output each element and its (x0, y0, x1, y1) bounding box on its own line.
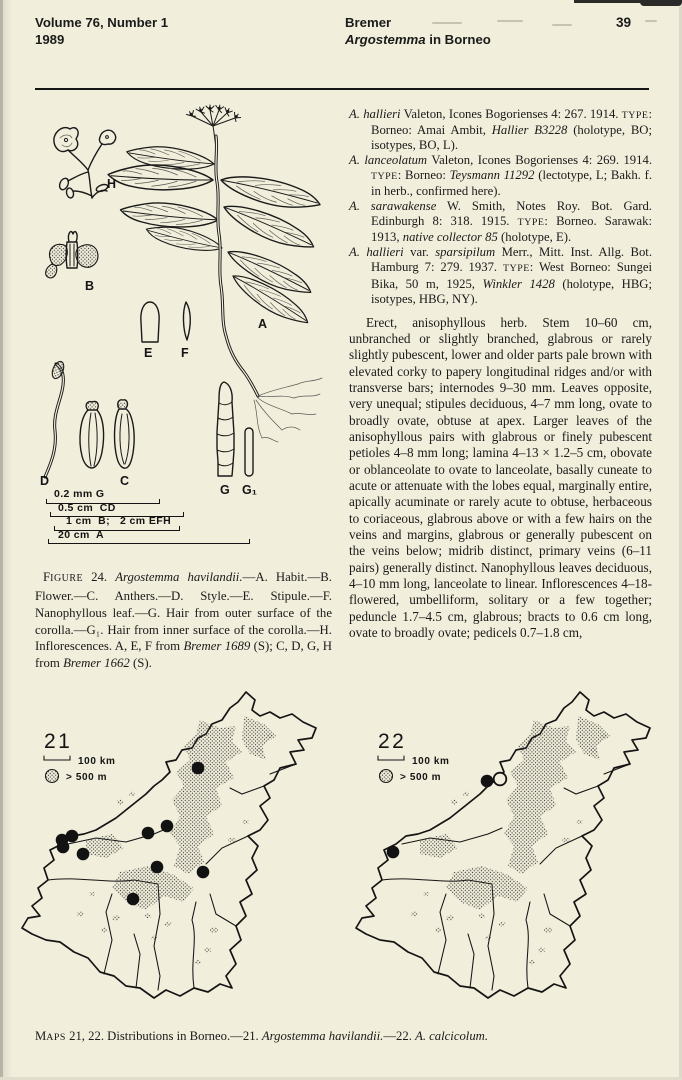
botanical-illustration (30, 100, 340, 498)
collection-dot (481, 775, 494, 788)
figure-part-label: E (144, 346, 153, 360)
figure-part-label: G₁ (242, 483, 257, 497)
collection-dot (161, 820, 174, 833)
map-scale-label: 100 km (412, 756, 450, 767)
map-number: 21 (44, 730, 73, 753)
map-number: 22 (378, 730, 407, 753)
figure-part-label: D (40, 474, 50, 488)
collection-dot (494, 773, 507, 786)
scale-bar: 0.5 cm CD (38, 503, 298, 517)
figure-part-label: C (120, 474, 130, 488)
scan-smudge (497, 20, 523, 22)
header-author: Bremer (345, 15, 392, 30)
flower-sketch (46, 232, 98, 278)
page-number: 39 (616, 15, 632, 30)
scale-bar: 1 cm B; 2 cm EFH (38, 516, 298, 530)
map-elevation-label: > 500 m (66, 772, 108, 783)
synonymy-entry: A. hallieri Valeton, Icones Bogorienses 4: 267. 1914. TYPE: Borneo: Amai Ambit, Hallier B3228 (holotype, BO; isotypes, BO, L). (349, 107, 653, 153)
map-legend (378, 730, 450, 783)
collection-dot (66, 830, 79, 843)
synonymy-entry: A. hallieri var. sparsipilum Merr., Mitt. Inst. Allg. Bot. Hamburg 7: 279. 1937. TYPE: West Borneo: Sungei Bika, 50 m, 1925, Winkler 1428 (holotype, HBG; isotypes, HBG, NY). (349, 245, 653, 306)
collection-dot (142, 827, 155, 840)
stipule-sketch (141, 302, 159, 342)
figure-caption: FIGURE 24. Argostemma havilandii.—A. Habit.—B. Flower.—C. Anthers.—D. Style.—E. Stipule.—F. Nanophyllous leaf.—G. Hair from outer surface of the corolla.—G₁. Hair from inner surface of the corolla.—H. Inflorescences. A, E, F from Bremer 1689 (S); C, D, G, H from Bremer 1662 (S). (35, 569, 332, 671)
figure-part-label: B (85, 279, 95, 293)
collection-dot (151, 861, 164, 874)
scan-smudge (645, 20, 657, 22)
collection-dot (57, 841, 70, 854)
collection-dot (77, 848, 90, 861)
scan-smudge (552, 24, 572, 26)
synonymy-entry: A. lanceolatum Valeton, Icones Bogorienses 4: 269. 1914. TYPE: Borneo: Teysmann 11292 (lectotype, L; Bakh. f. in herb., confirmed here). (349, 153, 652, 199)
figure-part-label: A (258, 317, 268, 331)
figure-part-label: F (181, 346, 189, 360)
style-sketch (45, 360, 66, 477)
roots (254, 378, 322, 442)
text-column (349, 107, 652, 641)
collection-dot (387, 846, 400, 859)
collection-dot (192, 762, 205, 775)
species-description: Erect, anisophyllous herb. Stem 10–60 cm, unbranched or slightly branched, glabrous or rarely slightly pubescent, lower and older parts pale brown with elevated corky to papery longitudinal ridges and/or with transverse bars; internodes 9–30 mm. Leaves opposite, very unequal; stipules deciduous, 4–7 mm long, ovate to broadly ovate, obtuse at apex. Larger leaves of the anisophyllous pairs with glabrous or finely pubescent petioles 4–8 mm long; lamina 4–13 × 1.2–5 cm, obovate or oblanceolate to ovate to lanceolate, basally cuneate to acute or attenuate with the lobes equal, marginally entire, apically acuminate or rarely acute to obtuse, herbaceous to coriaceous, glabrous above or with a few hairs on the veins and margins, glabrous or generally pubescent on the veins below; midrib distinct, primary veins (6–11 pairs) generally distinct. Nanophyllous leaves deciduous, 4–10 mm long, lanceolate to linear. Inflorescences 4–18-flowered, umbelliform, solitary or a few together; peduncle 1.7–4.5 cm, glabrous; bracts to 0.6 cm long, ovate to broadly ovate; pedicels 0.7–1.8 cm, (349, 314, 652, 641)
distribution-map-22 (342, 688, 674, 1014)
anthers-sketch (80, 400, 134, 468)
umbel (186, 104, 241, 148)
habit-sketch (107, 104, 322, 442)
figure-part-label: H (107, 177, 117, 191)
map-elevation-label: > 500 m (400, 772, 442, 783)
corolla-hair-inner-sketch (245, 428, 253, 476)
figure-part-label: G (220, 483, 230, 497)
header-center (345, 14, 491, 48)
maps-caption: MAPS 21, 22. Distributions in Borneo.—21. Argostemma havilandii.—22. A. calcicolum. (35, 1028, 489, 1043)
map-scale-label: 100 km (78, 756, 116, 767)
scale-bars (38, 489, 298, 543)
corolla-hair-outer-sketch (217, 382, 234, 476)
nanophyll-leaf-sketch (183, 302, 190, 340)
header-volume: Volume 76, Number 1 (35, 15, 169, 30)
distribution-map-21 (8, 688, 340, 1014)
header-year: 1989 (35, 32, 65, 47)
header-rule (35, 88, 649, 90)
map-legend (44, 730, 116, 783)
scan-artifact (640, 0, 682, 6)
collection-dot (127, 893, 140, 906)
scale-bar: 0.2 mm G (38, 489, 298, 503)
collection-dot (197, 866, 210, 879)
header-article-title: Argostemma in Borneo (345, 32, 491, 47)
header-left (35, 14, 168, 48)
synonymy-entry: A. sarawakense W. Smith, Notes Roy. Bot. Gard. Edinburgh 8: 318. 1915. TYPE: Borneo. Sarawak: 1913, native collector 85 (holotype, E). (349, 199, 652, 245)
scale-bar: 20 cm A (38, 530, 298, 544)
